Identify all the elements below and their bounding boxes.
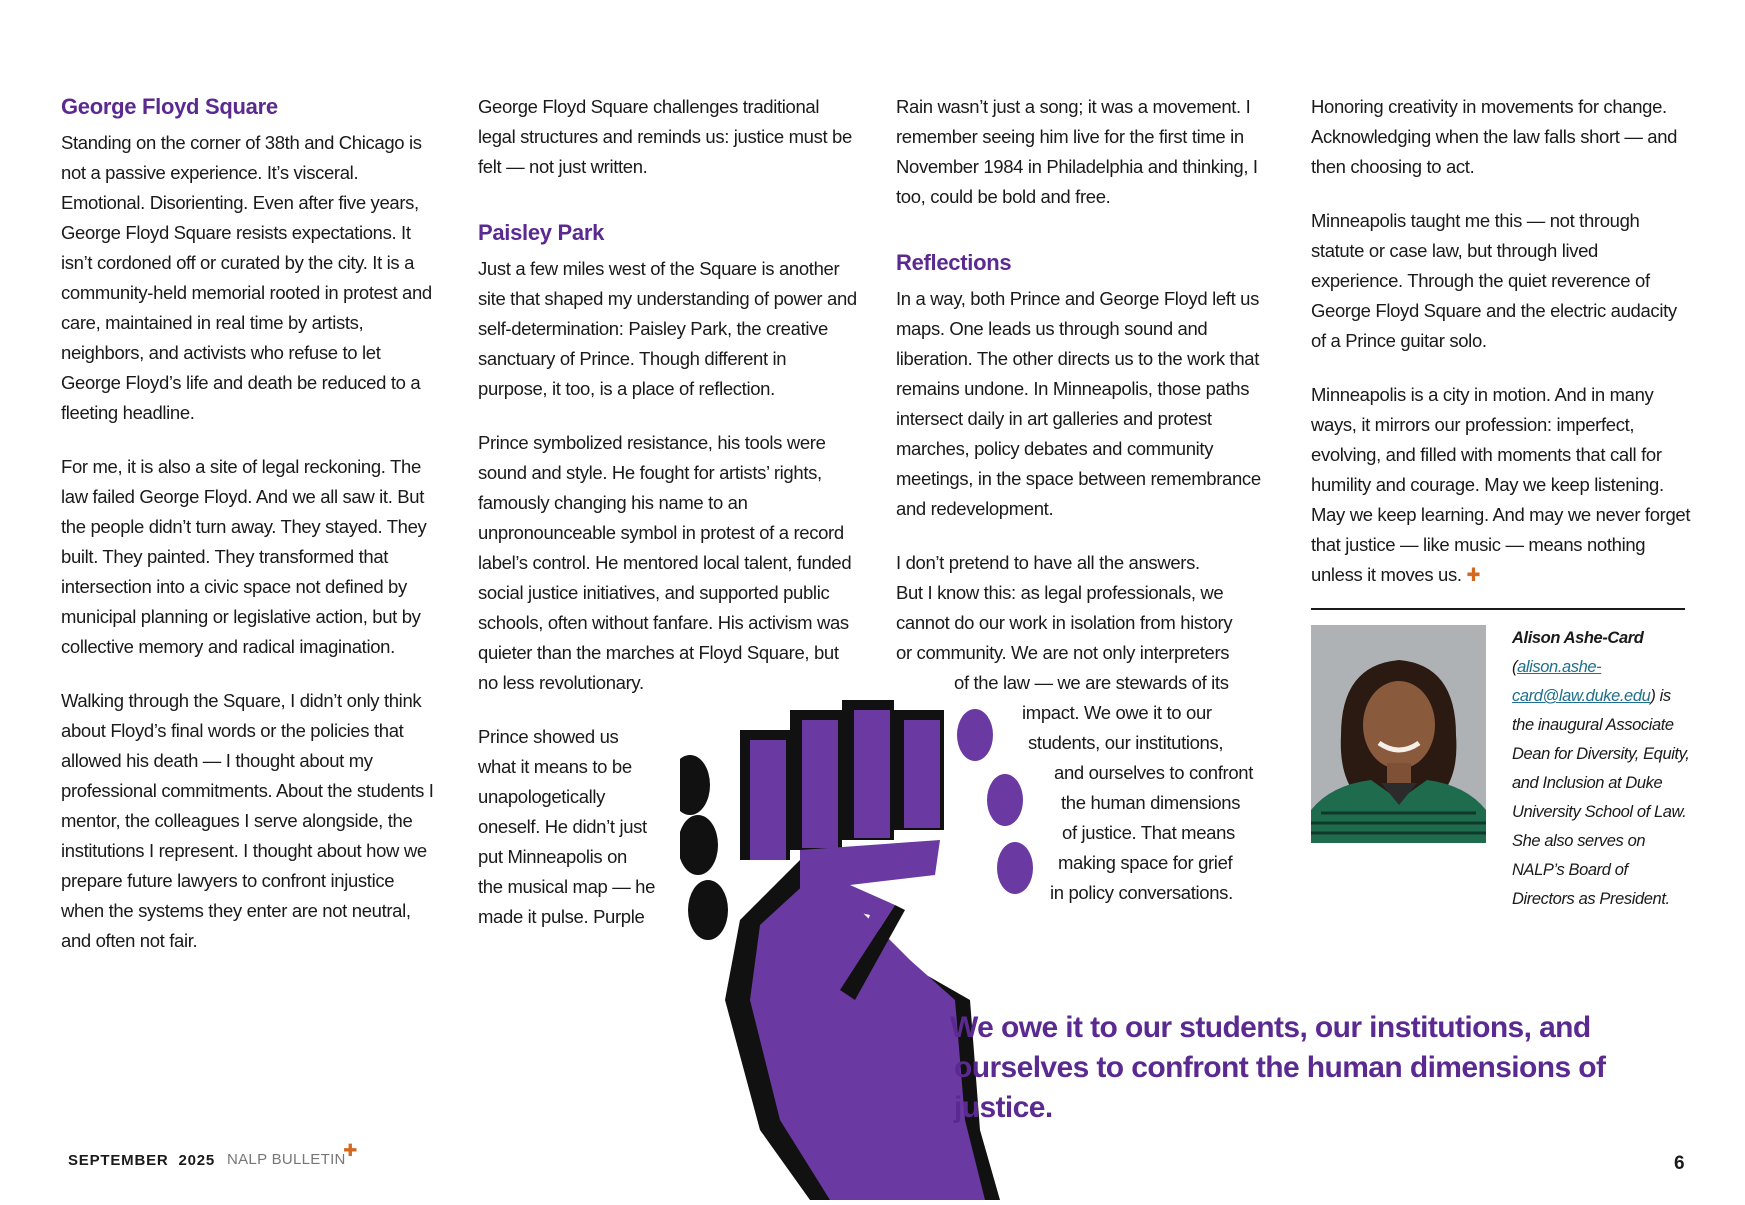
text-line: of the law — we are stewards of its bbox=[954, 672, 1229, 693]
end-mark-icon: ✚ bbox=[1466, 564, 1481, 585]
text-line: students, our institutions, bbox=[1028, 732, 1224, 753]
section-heading-paisley-park: Paisley Park bbox=[478, 220, 605, 245]
text-line: impact. We owe it to our bbox=[1022, 702, 1212, 723]
paragraph: Rain wasn’t just a song; it was a movement. I remember seeing him live for the first time in November 1984 in Philadelphia and thinking, I too, could be bold and free. bbox=[896, 96, 1258, 207]
publication-name bbox=[227, 1141, 358, 1168]
text-line: cannot do our work in isolation from history bbox=[896, 612, 1233, 633]
text-line: Prince showed us bbox=[478, 726, 619, 747]
author-bio bbox=[1512, 624, 1692, 914]
paragraph bbox=[1311, 380, 1691, 590]
pull-quote-line: We owe it to our students, our institutions, and bbox=[950, 1011, 1591, 1044]
text-line: But I know this: as legal professionals, we bbox=[896, 582, 1224, 603]
pull-quote bbox=[950, 1008, 1710, 1128]
issue-date: SEPTEMBER 2025 bbox=[68, 1152, 216, 1169]
text-line: made it pulse. Purple bbox=[478, 906, 645, 927]
text-line: the musical map — he bbox=[478, 876, 656, 897]
text-line: making space for grief bbox=[1058, 852, 1233, 873]
paragraph: Walking through the Square, I didn’t only think about Floyd’s final words or the policies that allowed his death — I thought about my professional commitments. About the students I mentor, the colleagues I serve alongside, the institutions I represent. I thought about how we prepare future lawyers to confront injustice when the systems they enter are not neutral, and often not fair. bbox=[61, 690, 434, 951]
divider bbox=[1311, 608, 1685, 610]
page-number: 6 bbox=[1674, 1153, 1685, 1174]
paragraph-text: Minneapolis is a city in motion. And in many ways, it mirrors our profession: imperfect, evolving, and filled with moments that call for humility and courage. May we keep listening. May we keep learning. And may we never forget that justice — like music — means nothing unless it moves us. bbox=[1311, 384, 1691, 585]
section-heading-george-floyd-square: George Floyd Square bbox=[61, 94, 278, 119]
publication-title: NALP BULLETIN bbox=[227, 1151, 346, 1168]
section-heading-reflections: Reflections bbox=[896, 250, 1012, 275]
pull-quote-line: ourselves to confront the human dimensions of justice. bbox=[954, 1051, 1606, 1124]
column-4 bbox=[1311, 92, 1691, 614]
paragraph: Minneapolis taught me this — not through statute or case law, but through lived experience. Through the quiet reverence of George Floyd Square and the electric audacity of a Prince guitar solo. bbox=[1311, 210, 1677, 351]
bio-open-paren: ( bbox=[1512, 658, 1518, 676]
bio-text: ) is the inaugural Associate Dean for Diversity, Equity, and Inclusion at Duke University School of Law. She also serves on NALP’s Board of Directors as President. bbox=[1512, 687, 1690, 908]
text-line: the human dimensions bbox=[1061, 792, 1241, 813]
paragraph: Honoring creativity in movements for change. Acknowledging when the law falls short — and then choosing to act. bbox=[1311, 96, 1678, 177]
column-1 bbox=[61, 92, 436, 980]
brand-plus-icon: ✚ bbox=[343, 1141, 358, 1160]
paragraph: George Floyd Square challenges traditional legal structures and reminds us: justice must be felt — not just written. bbox=[478, 96, 852, 177]
author-name: Alison Ashe-Card bbox=[1512, 629, 1644, 647]
text-line: in policy conversations. bbox=[1050, 882, 1233, 903]
text-line: and ourselves to confront bbox=[1054, 762, 1253, 783]
paragraph: Just a few miles west of the Square is another site that shaped my understanding of power and self-determination: Paisley Park, the creative sanctuary of Prince. Though different in purpose, it too, is a place of reflection. bbox=[478, 258, 857, 399]
paragraph: Prince symbolized resistance, his tools were sound and style. He fought for artists’ rights, famously changing his name to an unpronounceable symbol in protest of a record label’s control. He mentored local talent, funded social justice initiatives, and supported public schools, often without fanfare. His activism was quieter than the marches at Floyd Square, but no less revolutionary. bbox=[478, 432, 852, 693]
author-photo bbox=[1311, 625, 1486, 843]
text-line: oneself. He didn’t just bbox=[478, 816, 647, 837]
text-line: of justice. That means bbox=[1062, 822, 1235, 843]
text-line: I don’t pretend to have all the answers. bbox=[896, 552, 1200, 573]
text-line: put Minneapolis on bbox=[478, 846, 627, 867]
text-line: or community. We are not only interpreters bbox=[896, 642, 1230, 663]
paragraph: For me, it is also a site of legal reckoning. The law failed George Floyd. And we all saw it. But the people didn’t turn away. They stayed. They built. They painted. They transformed that intersection into a civic space not defined by municipal planning or legislative action, but by collective memory and radical imagination. bbox=[61, 456, 427, 657]
author-email-link[interactable]: alison.ashe-card@law.duke.edu bbox=[1512, 658, 1651, 705]
text-line: what it means to be bbox=[478, 756, 632, 777]
text-line: unapologetically bbox=[478, 786, 606, 807]
paragraph: Standing on the corner of 38th and Chicago is not a passive experience. It’s visceral. Emotional. Disorienting. Even after five years, George Floyd Square resists expectations. It isn’t cordoned off or curated by the city. It is a community-held memorial rooted in protest and care, maintained in real time by artists, neighbors, and activists who refuse to let George Floyd’s life and death be reduced to a fleeting headline. bbox=[61, 132, 432, 423]
paragraph: In a way, both Prince and George Floyd left us maps. One leads us through sound and liberation. The other directs us to the work that remains undone. In Minneapolis, those paths intersect daily in art galleries and protest marches, policy debates and community meetings, in the space between remembrance and redevelopment. bbox=[896, 288, 1261, 519]
author-portrait-illustration bbox=[1311, 625, 1486, 843]
